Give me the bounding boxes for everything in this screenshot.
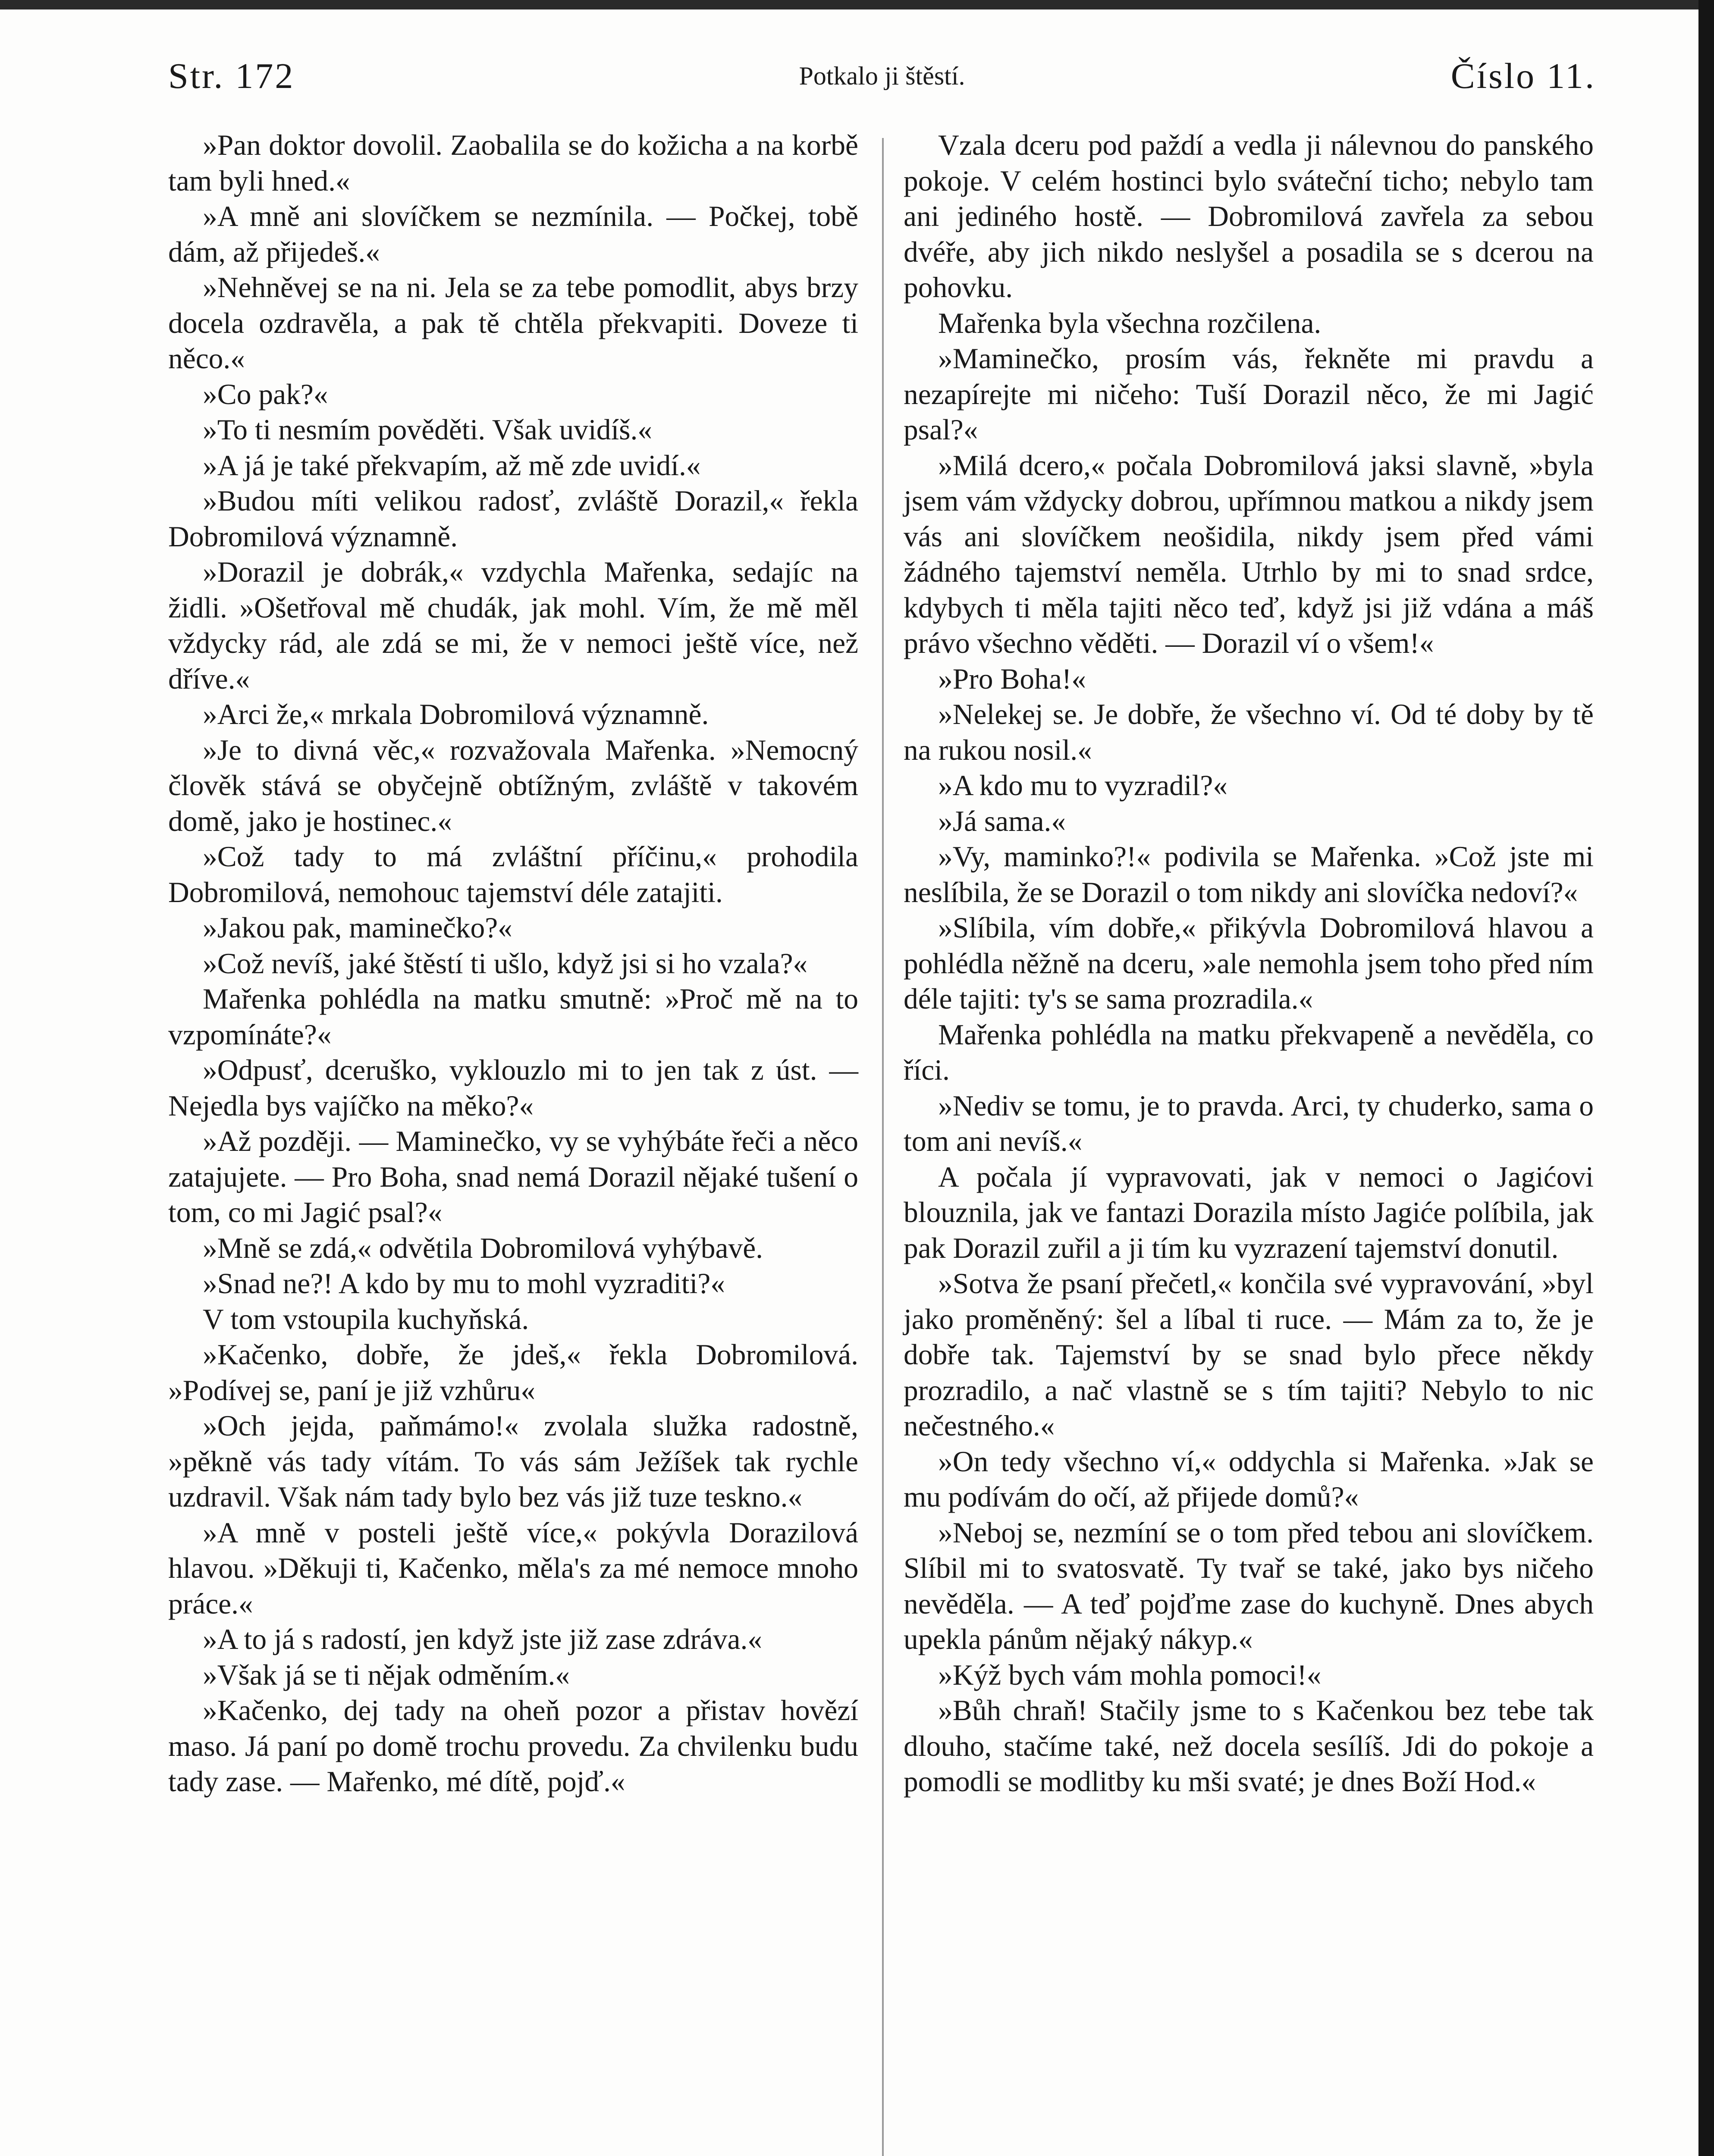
paragraph: »Kýž bych vám mohla pomoci!« <box>938 1658 1322 1691</box>
paragraph: »A já je také překvapím, až mě zde uvidí.« <box>203 449 701 482</box>
column-divider <box>882 138 884 2156</box>
paragraph: »Dorazil je dobrák,« vzdychla Mařenka, sedajíc na židli. »Ošetřoval mě chudák, jak mohl. Vím, že mě měl vždycky rád, ale zdá se mi, že v nemoci ještě více, než dříve.« <box>168 556 858 695</box>
paragraph: »Nelekej se. Je dobře, že všechno ví. Od té doby by tě na rukou nosil.« <box>904 698 1594 766</box>
right-text-column <box>904 128 1594 1800</box>
paragraph: Mařenka pohlédla na matku smutně: »Proč mě na to vzpomínáte?« <box>168 983 858 1051</box>
paragraph: »Slíbila, vím dobře,« přikývla Dobromilová hlavou a pohlédla něžně na dceru, »ale nemohla jsem toho před ním déle tajiti: ty's se sama prozradila.« <box>904 912 1594 1015</box>
paragraph: »On tedy všechno ví,« oddychla si Mařenka. »Jak se mu podívám do očí, až přijede domů?« <box>904 1445 1594 1513</box>
paragraph: »A kdo mu to vyzradil?« <box>938 769 1228 802</box>
paragraph: »Však já se ti nějak odměním.« <box>203 1658 570 1691</box>
paragraph: »Nehněvej se na ni. Jela se za tebe pomodlit, abys brzy docela ozdravěla, a pak tě chtěla překvapiti. Doveze ti něco.« <box>168 271 858 375</box>
paragraph: »Mně se zdá,« odvětila Dobromilová vyhýbavě. <box>203 1232 763 1264</box>
paragraph: »Maminečko, prosím vás, řekněte mi pravdu a nezapírejte mi ničeho: Tuší Dorazil něco, že mi Jagić psal?« <box>904 342 1594 446</box>
paragraph: »A mně v posteli ještě více,« pokývla Dorazilová hlavou. »Děkuji ti, Kačenko, měla's za mé nemoce mnoho práce.« <box>168 1516 858 1620</box>
paragraph: »To ti nesmím pověděti. Však uvidíš.« <box>203 414 653 446</box>
paragraph: »Milá dcero,« počala Dobromilová jaksi slavně, »byla jsem vám vždycky dobrou, upřímnou matkou a nikdy jsem vás ani slovíčkem neošidila, nikdy jsem před vámi žádného tajemství neměla. Utrhlo by mi to snad srdce, kdybych ti měla tajiti něco teď, když jsi již vdána a máš právo všechno věděti. — Dorazil ví o všem!« <box>904 449 1594 659</box>
scan-top-edge <box>0 0 1714 9</box>
paragraph: »Je to divná věc,« rozvažovala Mařenka. »Nemocný člověk stává se obyčejně obtížným, zvláště v takovém domě, jako je hostinec.« <box>168 733 858 837</box>
scan-right-edge <box>1698 0 1714 2156</box>
paragraph: »Sotva že psaní přečetl,« končila své vypravování, »byl jako proměněný: šel a líbal ti ruce. — Mám za to, že je dobře tak. Tajemství by se snad bylo přece někdy prozradilo, a nač vlastně se s tím tajiti? Nebylo to nic nečestného.« <box>904 1267 1594 1442</box>
paragraph: »A mně ani slovíčkem se nezmínila. — Počkej, tobě dám, až přijedeš.« <box>168 200 858 268</box>
paragraph: »Jakou pak, maminečko?« <box>203 912 512 944</box>
paragraph: »Arci že,« mrkala Dobromilová významně. <box>203 698 709 730</box>
issue-number: Číslo 11. <box>1450 56 1596 96</box>
paragraph: »Kačenko, dej tady na oheň pozor a přistav hovězí maso. Já paní po domě trochu provedu. Za chvilenku budu tady zase. — Mařenko, mé dítě, pojď.« <box>168 1694 858 1798</box>
page-number: Str. 172 <box>168 56 295 96</box>
paragraph: »Bůh chraň! Stačily jsme to s Kačenkou bez tebe tak dlouho, stačíme také, než docela sesílíš. Jdi do pokoje a pomodli se modlitby ku mši svaté; je dnes Boží Hod.« <box>904 1694 1594 1798</box>
paragraph: Mařenka pohlédla na matku překvapeně a nevěděla, co říci. <box>904 1018 1594 1086</box>
paragraph: »Pro Boha!« <box>938 662 1086 695</box>
paragraph: »Pan doktor dovolil. Zaobalila se do kožicha a na korbě tam byli hned.« <box>168 129 858 197</box>
page-header <box>168 55 1596 103</box>
paragraph: »Já sama.« <box>938 805 1066 837</box>
paragraph: »Nediv se tomu, je to pravda. Arci, ty chuderko, sama o tom ani nevíš.« <box>904 1089 1594 1157</box>
running-title: Potkalo ji štěstí. <box>799 62 965 90</box>
paragraph: »Och jejda, paňmámo!« zvolala služka radostně, »pěkně vás tady vítám. To vás sám Ježíšek tak rychle uzdravil. Však nám tady bylo bez vás již tuze teskno.« <box>168 1410 858 1513</box>
paragraph: »Co pak?« <box>203 378 328 411</box>
paragraph: »Vy, maminko?!« podivila se Mařenka. »Což jste mi neslíbila, že se Dorazil o tom nikdy ani slovíčka nedoví?« <box>904 840 1594 909</box>
paragraph: »Až později. — Maminečko, vy se vyhýbáte řeči a něco zatajujete. — Pro Boha, snad nemá Dorazil nějaké tušení o tom, co mi Jagić psal?« <box>168 1125 858 1228</box>
paragraph: »A to já s radostí, jen když jste již zase zdráva.« <box>203 1623 763 1655</box>
paragraph: »Kačenko, dobře, že jdeš,« řekla Dobromilová. »Podívej se, paní je již vzhůru« <box>168 1338 858 1407</box>
paragraph: V tom vstoupila kuchyňská. <box>203 1303 529 1335</box>
paragraph: »Neboj se, nezmíní se o tom před tebou ani slovíčkem. Slíbil mi to svatosvatě. Ty tvař se také, jako bys ničeho nevěděla. — A teď pojďme zase do kuchyně. Dnes abych upekla pánům nějaký nákyp.« <box>904 1516 1594 1655</box>
paragraph: Vzala dceru pod paždí a vedla ji nálevnou do panského pokoje. V celém hostinci bylo sváteční ticho; nebylo tam ani jediného hostě. — Dobromilová zavřela za sebou dvéře, aby jich nikdo neslyšel a posadila se s dcerou na pohovku. <box>904 129 1594 304</box>
paragraph: »Což nevíš, jaké štěstí ti ušlo, když jsi si ho vzala?« <box>203 947 808 980</box>
left-text-column <box>168 128 858 1800</box>
paragraph: »Budou míti velikou radosť, zvláště Dorazil,« řekla Dobromilová významně. <box>168 485 858 553</box>
paragraph: »Což tady to má zvláštní příčinu,« prohodila Dobromilová, nemohouc tajemství déle zatajiti. <box>168 840 858 909</box>
paragraph: »Odpusť, dceruško, vyklouzlo mi to jen tak z úst. — Nejedla bys vajíčko na měko?« <box>168 1054 858 1122</box>
paragraph: A počala jí vypravovati, jak v nemoci o Jagićovi blouznila, jak ve fantazi Dorazila místo Jagiće políbila, jak pak Dorazil zuřil a ji tím ku vyzrazení tajemství donutil. <box>904 1160 1594 1264</box>
paragraph: Mařenka byla všechna rozčilena. <box>938 307 1322 339</box>
paragraph: »Snad ne?! A kdo by mu to mohl vyzraditi?« <box>203 1267 725 1300</box>
